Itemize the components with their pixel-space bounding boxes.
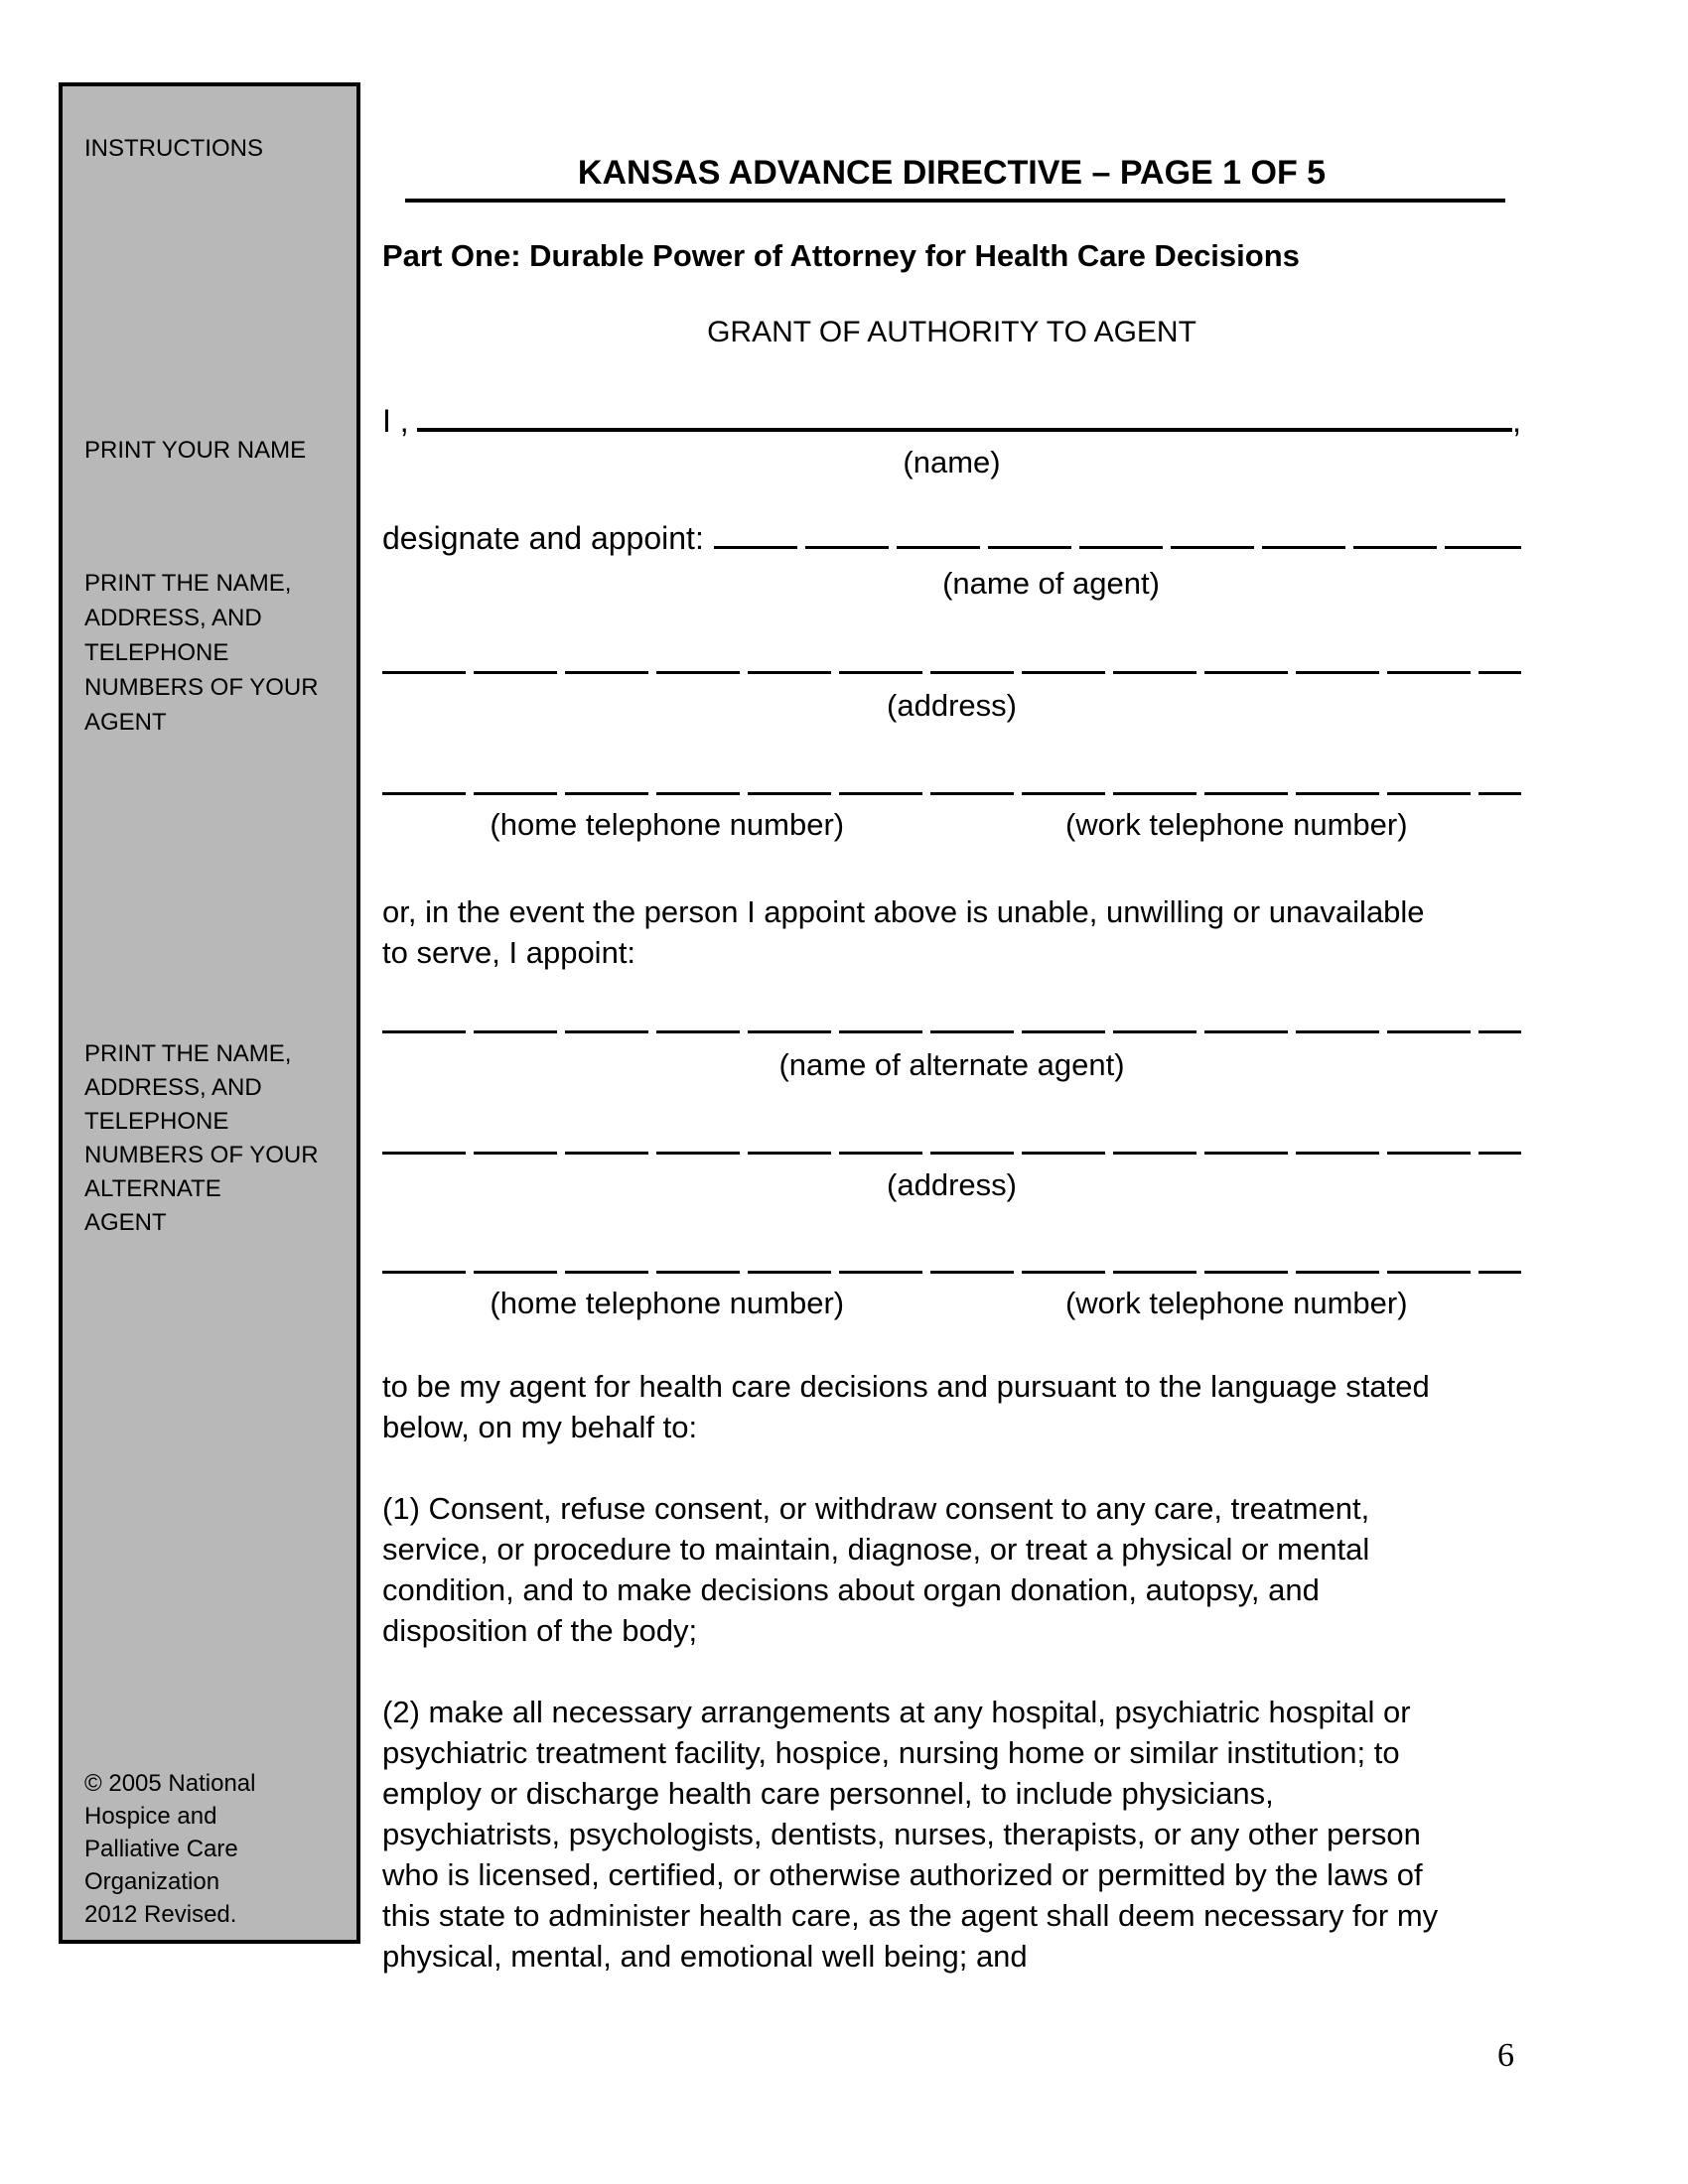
power-2-paragraph: (2) make all necessary arrangements at any hospital, psychiatric hospital or psychiatric treatment facility, hospice, nursing home or similar institution; to employ or discharge health care personnel, to include physicians, psychiatrists, psychologists, dentists, nurses, therapists, or any other person who is licensed, certified, or otherwise authorized or permitted by the laws of this state to administer health care, as the agent shall deem necessary for my physical, mental, and emotional well being; and [382, 1695, 1439, 1974]
copyright-note: © 2005 National Hospice and Palliative Care Organization 2012 Revised. [84, 1770, 256, 1928]
alt-agent-phone-field[interactable] [382, 1271, 1521, 1274]
designate-label: designate and appoint: [382, 520, 704, 556]
power-1-paragraph: (1) Consent, refuse consent, or withdraw consent to any care, treatment, service, or procedure to maintain, diagnose, or treat a physical or mental condition, and to make decisions about organ donation, autopsy, and disposition of the body; [382, 1491, 1370, 1648]
alternate-intro-paragraph: or, in the event the person I appoint above is unable, unwilling or unavailable to serve, I appoint: [382, 894, 1425, 970]
part-one-heading: Part One: Durable Power of Attorney for Health Care Decisions [382, 238, 1300, 273]
alt-agent-name-caption: (name of alternate agent) [778, 1047, 1125, 1082]
principal-name-row [382, 402, 1521, 440]
agent-phone-captions [382, 807, 1521, 843]
instruction-alternate-agent-info: PRINT THE NAME, ADDRESS, AND TELEPHONE NUMBERS OF YOUR ALTERNATE AGENT [84, 1040, 319, 1236]
agent-name-caption: (name of agent) [942, 566, 1160, 601]
principal-name-field[interactable] [417, 402, 1512, 432]
alt-agent-name-field[interactable] [382, 1030, 1521, 1033]
instructions-sidebar [59, 82, 360, 1944]
agent-address-field[interactable] [382, 671, 1521, 674]
agent-role-paragraph: to be my agent for health care decisions and pursuant to the language stated below, on my behalf to: [382, 1369, 1430, 1444]
agent-home-phone-caption: (home telephone number) [490, 807, 845, 842]
agent-phone-field[interactable] [382, 792, 1521, 795]
page-number: 6 [1497, 2037, 1514, 2074]
agent-work-phone-caption: (work telephone number) [1064, 807, 1408, 842]
sidebar-heading [84, 132, 349, 166]
agent-address-caption: (address) [887, 688, 1017, 723]
alt-agent-address-caption: (address) [887, 1167, 1017, 1202]
alt-home-phone-caption: (home telephone number) [490, 1286, 845, 1320]
instruction-agent-info: PRINT THE NAME, ADDRESS, AND TELEPHONE NUMBERS OF YOUR AGENT [84, 570, 319, 736]
i-prefix-label: I , [382, 403, 409, 439]
page-title: KANSAS ADVANCE DIRECTIVE – PAGE 1 OF 5 [577, 154, 1327, 192]
instruction-print-your-name: PRINT YOUR NAME [84, 437, 307, 464]
i-suffix-comma: , [1512, 403, 1521, 439]
name-caption: (name) [903, 445, 1001, 479]
designate-row [382, 520, 1521, 557]
title-underline [405, 199, 1505, 203]
alt-agent-address-field[interactable] [382, 1152, 1521, 1155]
sidebar-heading-text: INSTRUCTIONS [84, 135, 263, 162]
grant-of-authority-heading: GRANT OF AUTHORITY TO AGENT [707, 316, 1196, 348]
agent-name-field[interactable] [714, 521, 1521, 549]
alt-work-phone-caption: (work telephone number) [1064, 1286, 1408, 1320]
alt-agent-phone-captions [382, 1286, 1521, 1321]
